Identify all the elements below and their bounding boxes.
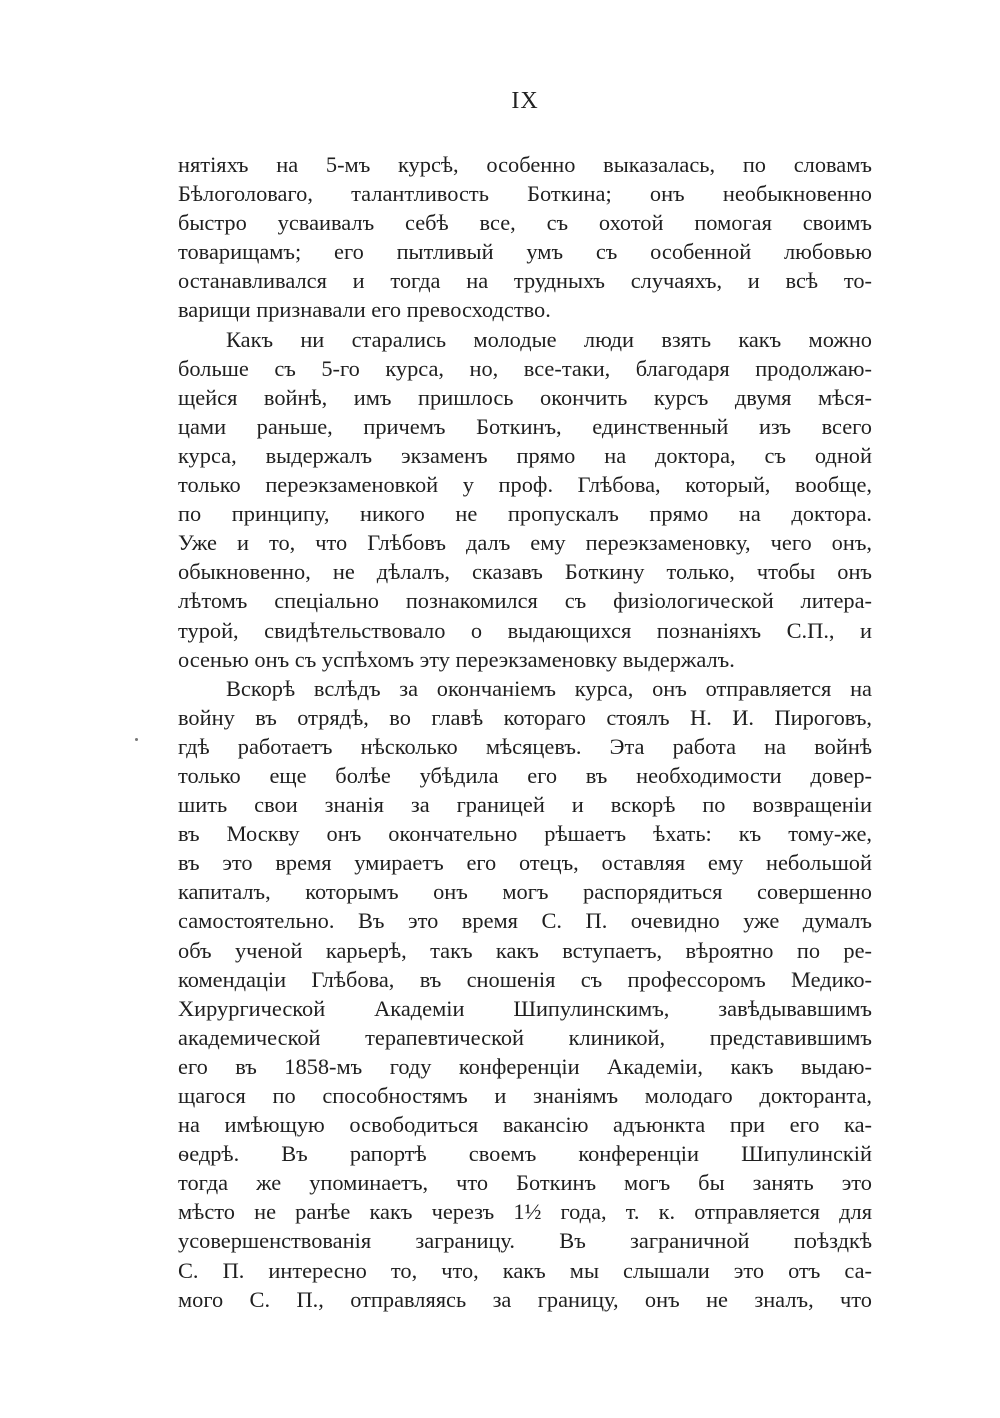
- text-line: курса, выдержалъ экзаменъ прямо на доктора, съ одной: [178, 442, 872, 468]
- text-line: въ Москву онъ окончательно рѣшаетъ ѣхать: къ тому-же,: [178, 821, 872, 847]
- text-line: обыкновенно, не дѣлалъ, сказавъ Боткину только, чтобы онъ: [178, 559, 872, 585]
- text-line: объ ученой карьерѣ, такъ какъ вступаетъ, вѣроятно по ре-: [178, 937, 872, 963]
- text-line: цами раньше, причемъ Боткинъ, единственный изъ всего: [178, 413, 872, 439]
- text-line: въ это время умираетъ его отецъ, оставляя ему небольшой: [178, 850, 872, 876]
- text-line: войну въ отрядѣ, во главѣ котораго стоялъ Н. И. Пироговъ,: [178, 704, 872, 730]
- paragraph-start-line: Какъ ни старались молодые люди взять какъ можно: [226, 326, 872, 352]
- text-line: гдѣ работаетъ нѣсколько мѣсяцевъ. Эта работа на войнѣ: [178, 733, 872, 759]
- text-line: мого С. П., отправляясь за границу, онъ не зналъ, что: [178, 1286, 872, 1312]
- text-line: нятіяхъ на 5-мъ курсѣ, особенно выказалась, по словамъ: [178, 152, 872, 177]
- text-line: Уже и то, что Глѣбовъ далъ ему переэкзаменовку, чего онъ,: [178, 530, 872, 556]
- text-line: С. П. интересно то, что, какъ мы слышали это отъ са-: [178, 1257, 872, 1283]
- text-line: на имѣющую освободиться вакансію адъюнкта при его ка-: [178, 1112, 872, 1138]
- text-line: лѣтомъ спеціально познакомился съ физіологической литера-: [178, 588, 872, 614]
- text-line: только переэкзаменовкой у проф. Глѣбова, который, вообще,: [178, 472, 872, 498]
- text-line: по принципу, никого не пропускалъ прямо на доктора.: [178, 501, 872, 527]
- text-line: осенью онъ съ успѣхомъ эту переэкзаменовку выдержалъ.: [178, 646, 735, 672]
- body-text: [178, 150, 872, 1314]
- text-line: останавливался и тогда на трудныхъ случаяхъ, и всѣ то-: [178, 268, 872, 294]
- text-line: тогда же упоминаетъ, что Боткинъ могъ бы занять это: [178, 1170, 872, 1196]
- text-line: турой, свидѣтельствовало о выдающихся познаніяхъ С.П., и: [178, 617, 872, 643]
- text-line: капиталъ, которымъ онъ могъ распорядиться совершенно: [178, 879, 872, 905]
- text-line: больше съ 5-го курса, но, все-таки, благодаря продолжаю-: [178, 355, 872, 381]
- text-line: ѳедрѣ. Въ рапортѣ своемъ конференціи Шипулинскій: [178, 1141, 872, 1167]
- text-line: только еще болѣе убѣдила его въ необходимости довер-: [178, 762, 872, 788]
- text-line: щагося по способностямъ и знаніямъ молодаго докторанта,: [178, 1083, 872, 1108]
- text-line: комендаціи Глѣбова, въ сношенія съ профессоромъ Медико-: [178, 966, 872, 992]
- page-number: IX: [511, 88, 539, 114]
- text-line: щейся войнѣ, имъ пришлось окончить курсъ двумя мѣся-: [178, 384, 872, 410]
- margin-speck: [135, 738, 138, 741]
- text-line: варищи признавали его превосходство.: [178, 297, 551, 323]
- text-line: Бѣлоголоваго, талантливость Боткина; онъ необыкновенно: [178, 181, 872, 207]
- text-line: товарищамъ; его пытливый умъ съ особенной любовью: [178, 239, 872, 265]
- text-line: Хирургической Академіи Шипулинскимъ, завѣдывавшимъ: [178, 995, 872, 1021]
- text-line: шить свои знанія за границей и вскорѣ по возвращеніи: [178, 792, 872, 818]
- text-line: быстро усваивалъ себѣ все, съ охотой помогая своимъ: [178, 210, 872, 236]
- text-line: его въ 1858-мъ году конференціи Академіи, какъ выдаю-: [178, 1053, 872, 1079]
- paragraph-start-line: Вскорѣ вслѣдъ за окончаніемъ курса, онъ отправляется на: [226, 675, 872, 701]
- text-line: академической терапевтической клиникой, представившимъ: [178, 1024, 872, 1050]
- text-line: усовершенствованія заграницу. Въ заграничной поѣздкѣ: [178, 1228, 872, 1254]
- text-line: самостоятельно. Въ это время С. П. очевидно уже думалъ: [178, 908, 872, 934]
- text-line: мѣсто не ранѣе какъ черезъ 1½ года, т. к. отправляется для: [178, 1199, 872, 1225]
